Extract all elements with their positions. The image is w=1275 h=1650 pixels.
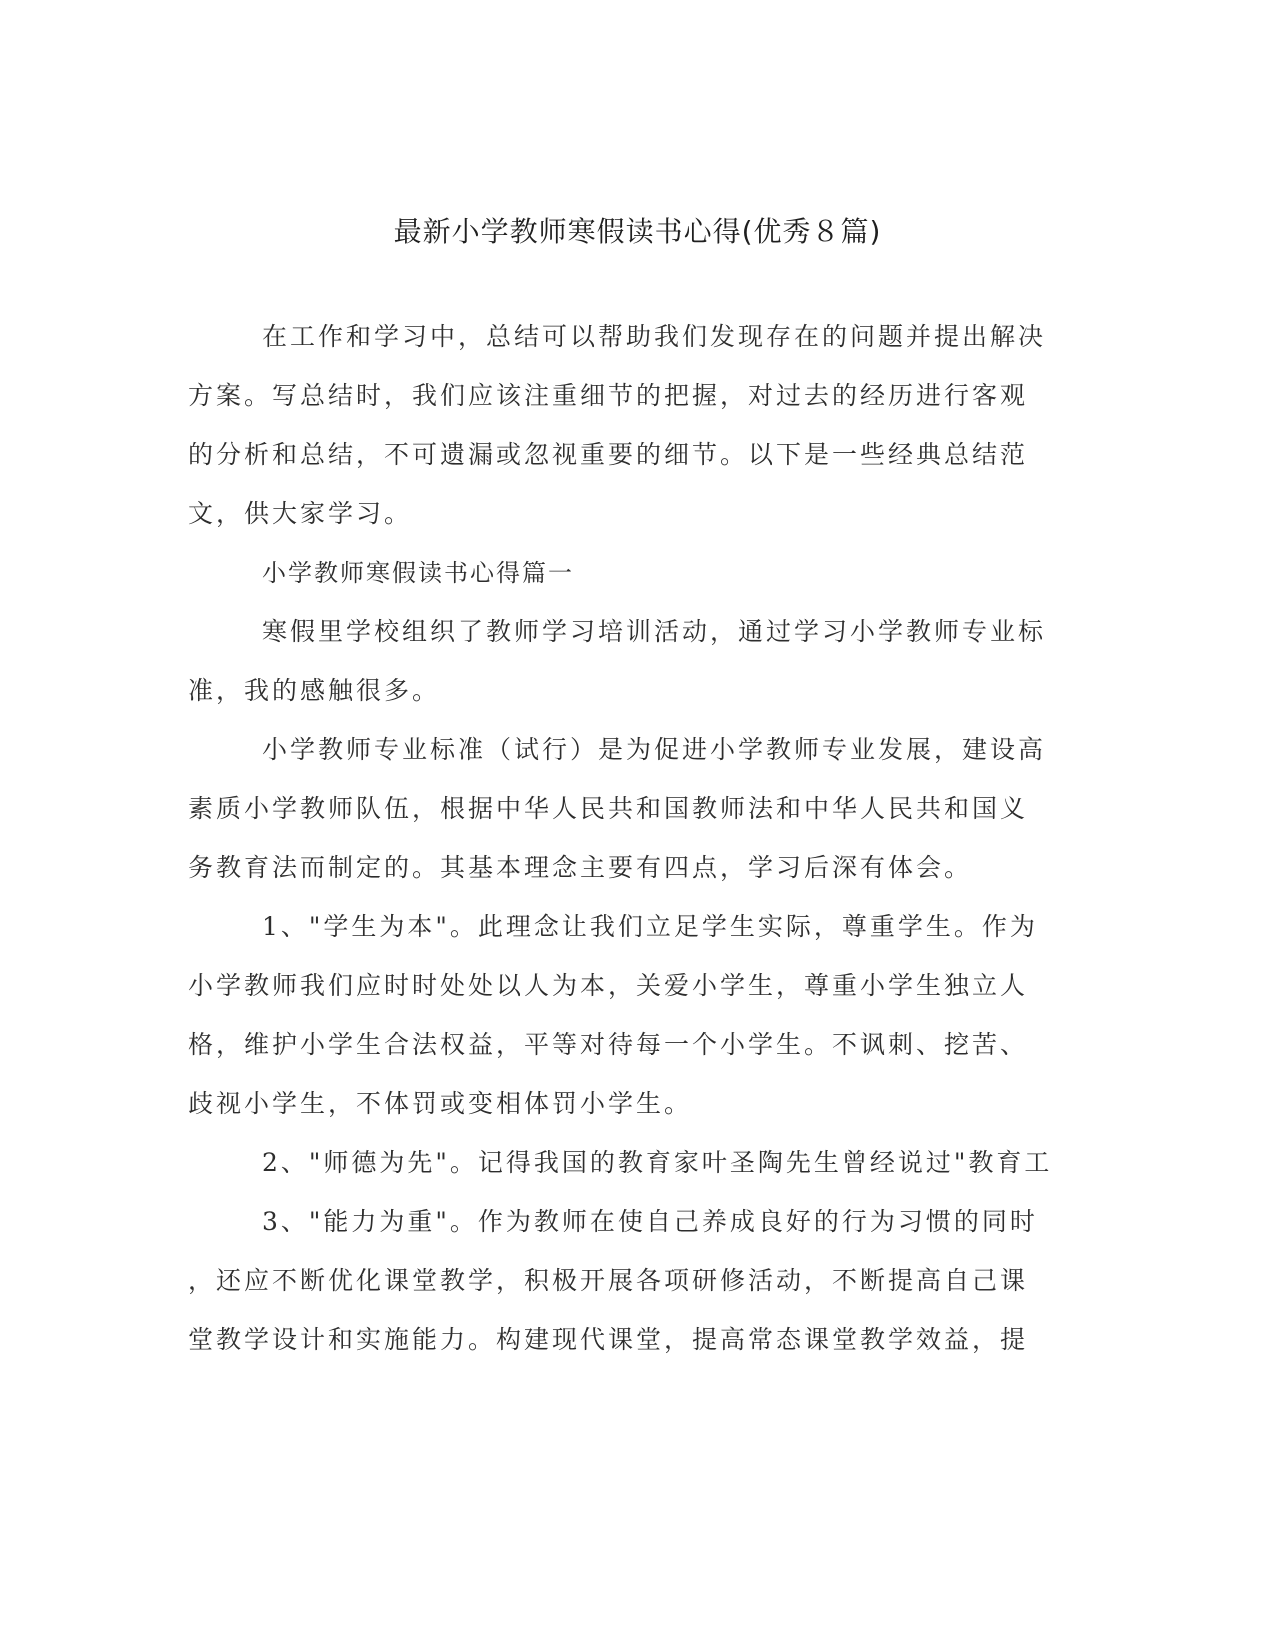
paragraph-line: 寒假里学校组织了教师学习培训活动，通过学习小学教师专业标 bbox=[262, 617, 1047, 646]
paragraph-line: 素质小学教师队伍，根据中华人民共和国教师法和中华人民共和国义 bbox=[188, 794, 1029, 823]
paragraph-line: 小学教师我们应时时处处以人为本，关爱小学生，尊重小学生独立人 bbox=[188, 971, 1029, 1000]
paragraph-line: 歧视小学生，不体罚或变相体罚小学生。 bbox=[188, 1089, 693, 1118]
paragraph-line: 方案。写总结时，我们应该注重细节的把握，对过去的经历进行客观 bbox=[188, 381, 1029, 410]
paragraph-line: ，还应不断优化课堂教学，积极开展各项研修活动，不断提高自己课 bbox=[188, 1266, 1029, 1295]
paragraph-line: 在工作和学习中，总结可以帮助我们发现存在的问题并提出解决 bbox=[262, 322, 1047, 351]
paragraph-line: 堂教学设计和实施能力。构建现代课堂，提高常态课堂教学效益，提 bbox=[188, 1325, 1029, 1354]
paragraph-line: 3、"能力为重"。作为教师在使自己养成良好的行为习惯的同时 bbox=[262, 1207, 1038, 1236]
section-heading: 小学教师寒假读书心得篇一 bbox=[262, 559, 574, 587]
paragraph-line: 小学教师专业标准（试行）是为促进小学教师专业发展，建设高 bbox=[262, 735, 1047, 764]
document-title: 最新小学教师寒假读书心得(优秀８篇) bbox=[393, 215, 882, 248]
paragraph-line: 文，供大家学习。 bbox=[188, 499, 413, 528]
paragraph-line: 务教育法而制定的。其基本理念主要有四点，学习后深有体会。 bbox=[188, 853, 973, 882]
paragraph-line: 2、"师德为先"。记得我国的教育家叶圣陶先生曾经说过"教育工 bbox=[262, 1148, 1053, 1177]
paragraph-line: 格，维护小学生合法权益，平等对待每一个小学生。不讽刺、挖苦、 bbox=[188, 1030, 1029, 1059]
paragraph-line: 1、"学生为本"。此理念让我们立足学生实际，尊重学生。作为 bbox=[262, 912, 1038, 941]
paragraph-line: 准，我的感触很多。 bbox=[188, 676, 441, 705]
paragraph-line: 的分析和总结，不可遗漏或忽视重要的细节。以下是一些经典总结范 bbox=[188, 440, 1029, 469]
